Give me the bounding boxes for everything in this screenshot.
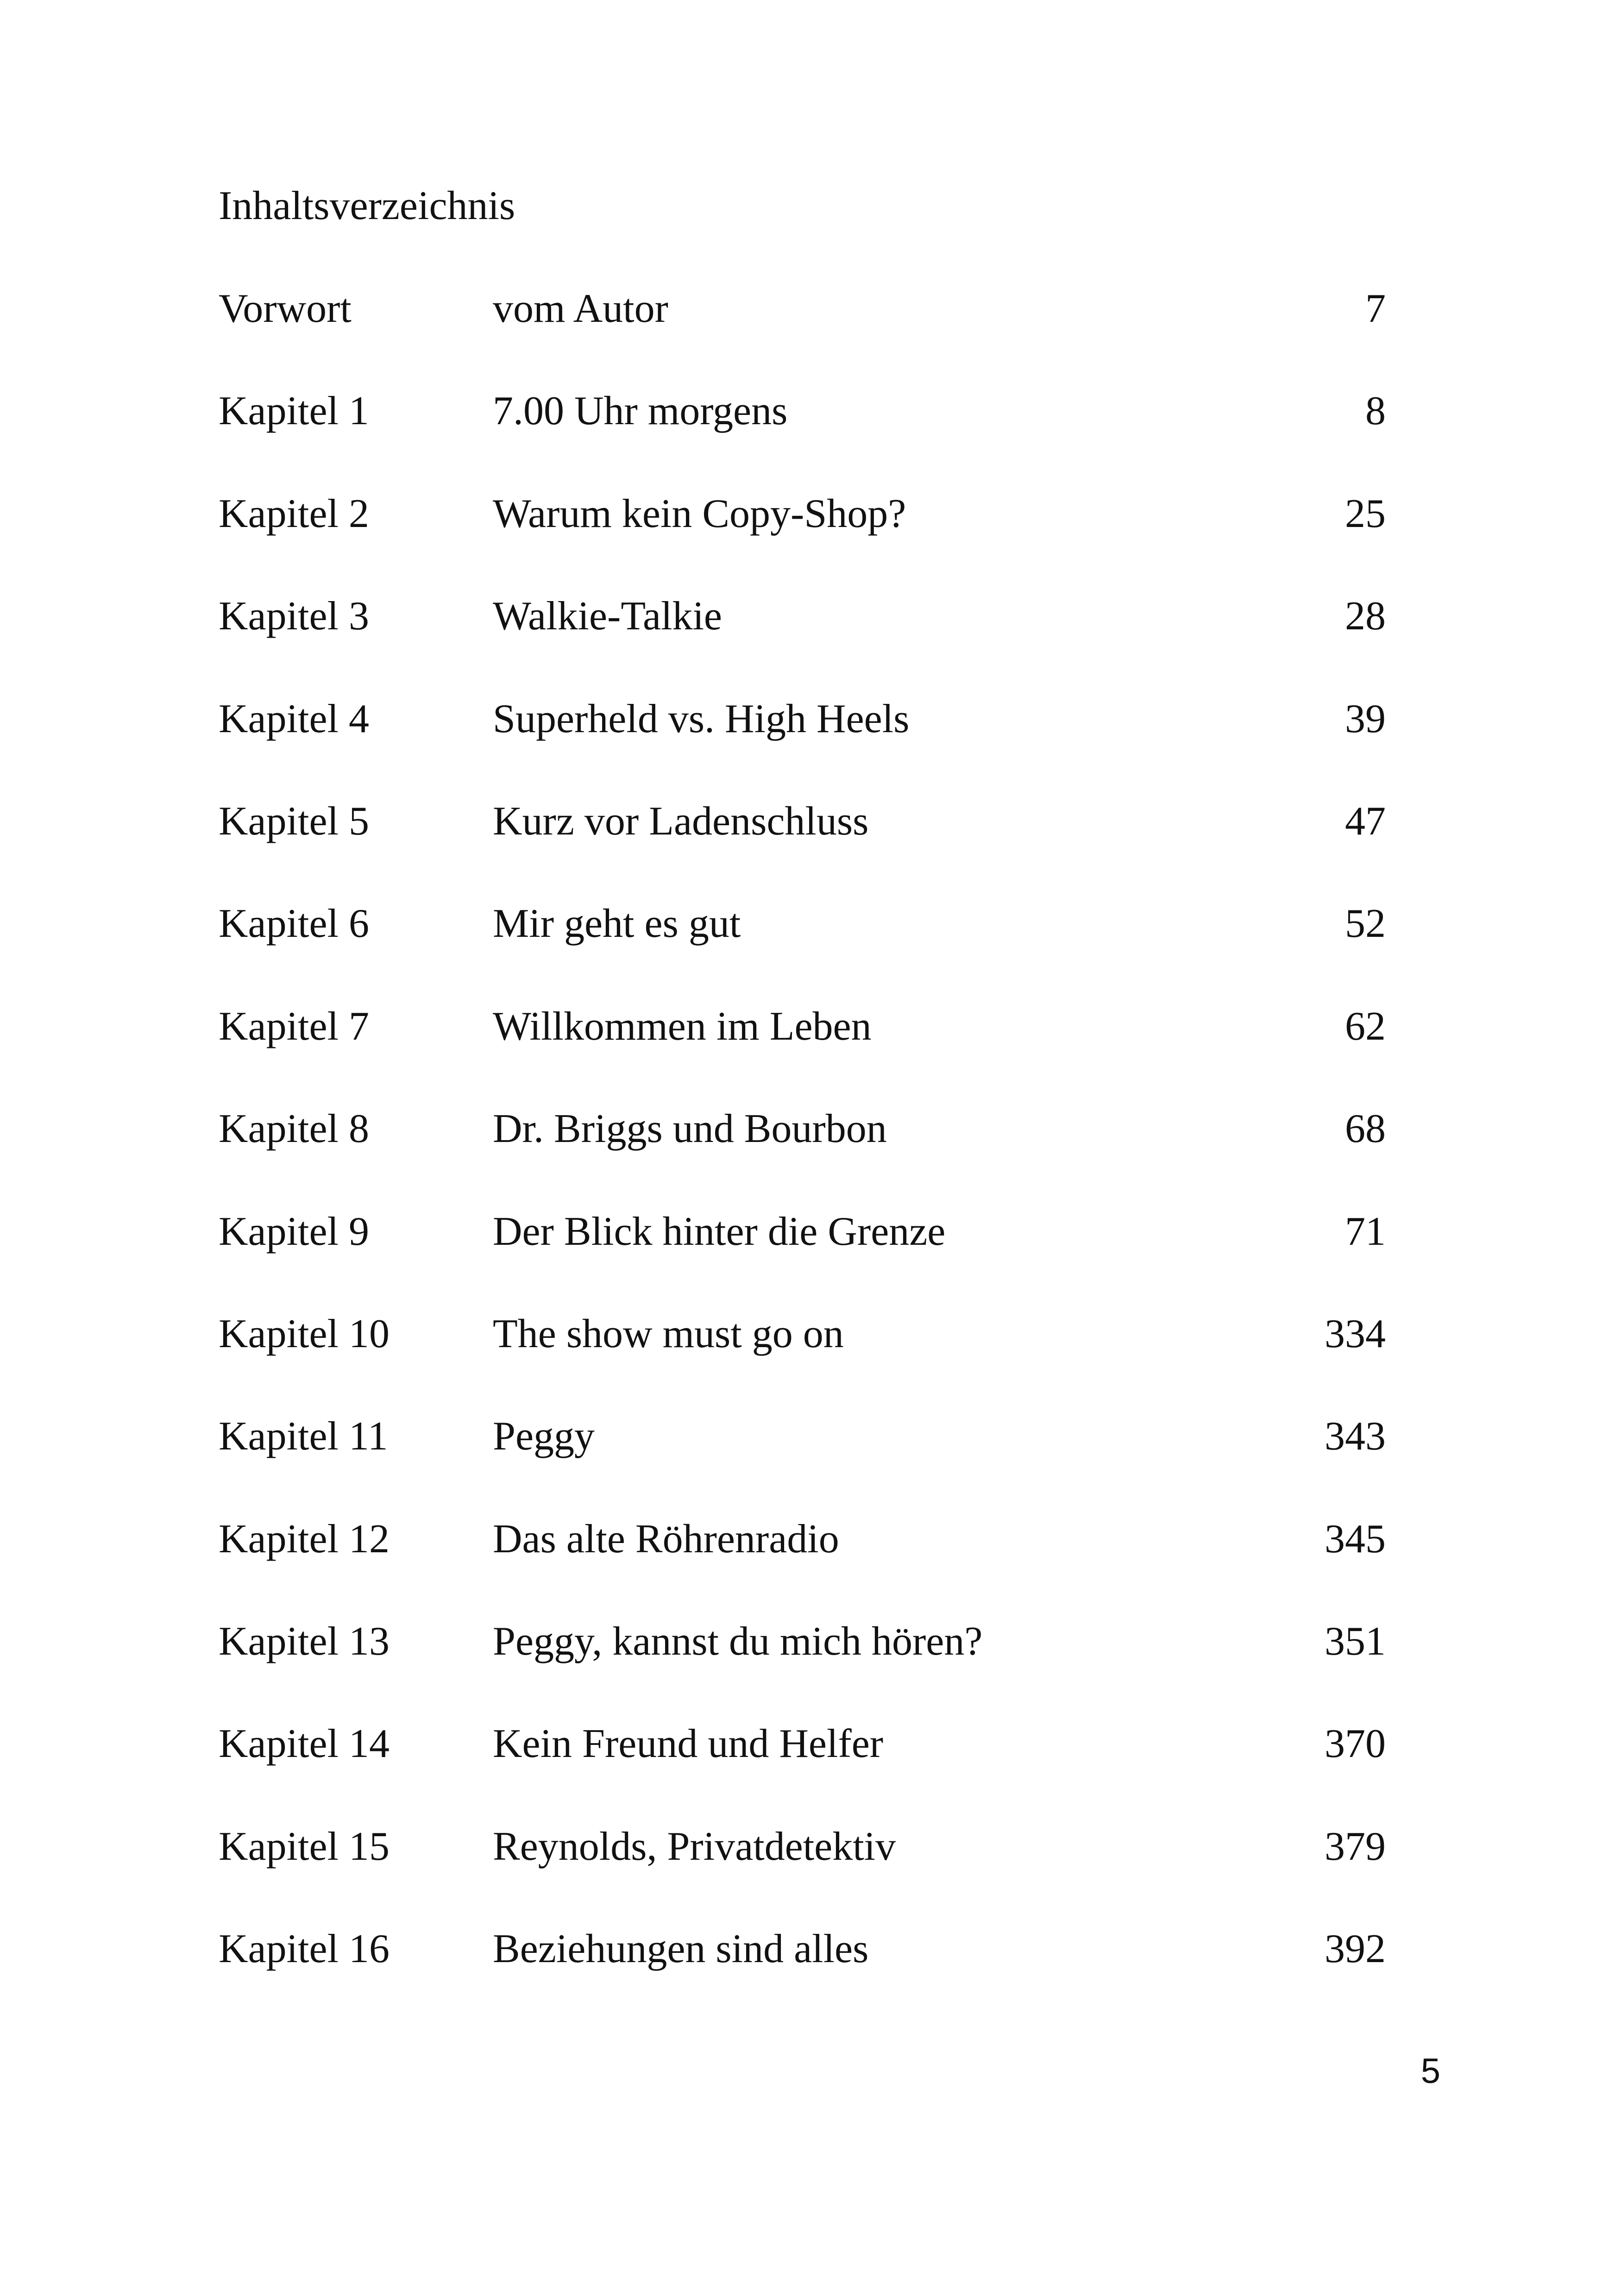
toc-page-number: 39: [1345, 696, 1386, 741]
toc-chapter-title: Kein Freund und Helfer: [493, 1721, 884, 1767]
toc-heading: Inhaltsverzeichnis: [219, 183, 515, 228]
toc-page-number: 28: [1345, 594, 1386, 639]
toc-entry: [219, 1926, 1386, 2028]
toc-page-number: 52: [1345, 901, 1386, 947]
toc-page-number: 345: [1325, 1516, 1386, 1562]
toc-chapter-title: Dr. Briggs und Bourbon: [493, 1106, 887, 1152]
toc-chapter-label: Kapitel 14: [219, 1721, 390, 1767]
toc-chapter-title: Walkie-Talkie: [493, 594, 722, 639]
toc-entry: [219, 1209, 1386, 1311]
toc-chapter-label: Kapitel 4: [219, 696, 370, 741]
toc-page-number: 68: [1345, 1106, 1386, 1152]
toc-chapter-label: Kapitel 11: [219, 1414, 388, 1459]
toc-entry: [219, 1824, 1386, 1926]
toc-page-number: 71: [1345, 1209, 1386, 1254]
toc-page-number: 370: [1325, 1721, 1386, 1767]
toc-chapter-label: Kapitel 9: [219, 1209, 370, 1254]
toc-chapter-title: Peggy, kannst du mich hören?: [493, 1619, 983, 1664]
toc-chapter-title: Willkommen im Leben: [493, 1004, 872, 1049]
toc-chapter-title: Der Blick hinter die Grenze: [493, 1209, 946, 1254]
toc-chapter-title: The show must go on: [493, 1311, 844, 1356]
toc-entry: [219, 286, 1386, 388]
toc-chapter-label: Kapitel 6: [219, 901, 370, 947]
toc-page-number: 334: [1325, 1311, 1386, 1356]
toc-page-number: 343: [1325, 1414, 1386, 1459]
toc-entry: [219, 593, 1386, 696]
toc-chapter-label: Kapitel 16: [219, 1926, 390, 1972]
toc-list: [219, 286, 1386, 2029]
toc-page-number: 351: [1325, 1619, 1386, 1664]
toc-chapter-label: Kapitel 8: [219, 1106, 370, 1152]
toc-chapter-title: Mir geht es gut: [493, 901, 741, 947]
toc-chapter-title: vom Autor: [493, 286, 668, 331]
toc-chapter-title: Reynolds, Privatdetektiv: [493, 1824, 896, 1869]
toc-chapter-title: Kurz vor Ladenschluss: [493, 798, 869, 844]
toc-chapter-label: Kapitel 12: [219, 1516, 390, 1562]
toc-entry: [219, 491, 1386, 593]
toc-entry: [219, 1618, 1386, 1721]
toc-chapter-label: Kapitel 1: [219, 389, 370, 434]
toc-page-number: 25: [1345, 491, 1386, 536]
toc-chapter-title: Superheld vs. High Heels: [493, 696, 910, 741]
toc-entry: [219, 798, 1386, 901]
toc-chapter-label: Vorwort: [219, 286, 352, 331]
toc-chapter-label: Kapitel 10: [219, 1311, 390, 1356]
toc-entry: [219, 1516, 1386, 1618]
toc-chapter-title: Peggy: [493, 1414, 595, 1459]
toc-entry: [219, 1106, 1386, 1208]
toc-page-number: 62: [1345, 1004, 1386, 1049]
toc-entry: [219, 901, 1386, 1003]
toc-chapter-title: Das alte Röhrenradio: [493, 1516, 839, 1562]
toc-chapter-title: Beziehungen sind alles: [493, 1926, 869, 1972]
toc-page-number: 8: [1365, 389, 1386, 434]
toc-chapter-title: 7.00 Uhr morgens: [493, 389, 788, 434]
toc-entry: [219, 696, 1386, 798]
toc-chapter-label: Kapitel 13: [219, 1619, 390, 1664]
toc-entry: [219, 1721, 1386, 1823]
toc-entry: [219, 1311, 1386, 1413]
toc-entry: [219, 1004, 1386, 1106]
toc-chapter-label: Kapitel 2: [219, 491, 370, 536]
toc-chapter-title: Warum kein Copy-Shop?: [493, 491, 906, 536]
toc-entry: [219, 388, 1386, 490]
folio-page-number: 5: [1420, 2051, 1440, 2091]
toc-chapter-label: Kapitel 7: [219, 1004, 370, 1049]
toc-page-number: 379: [1325, 1824, 1386, 1869]
toc-page-number: 7: [1365, 286, 1386, 331]
toc-page-number: 392: [1325, 1926, 1386, 1972]
toc-chapter-label: Kapitel 5: [219, 798, 370, 844]
toc-entry: [219, 1413, 1386, 1516]
toc-chapter-label: Kapitel 15: [219, 1824, 390, 1869]
toc-chapter-label: Kapitel 3: [219, 594, 370, 639]
toc-page-number: 47: [1345, 798, 1386, 844]
